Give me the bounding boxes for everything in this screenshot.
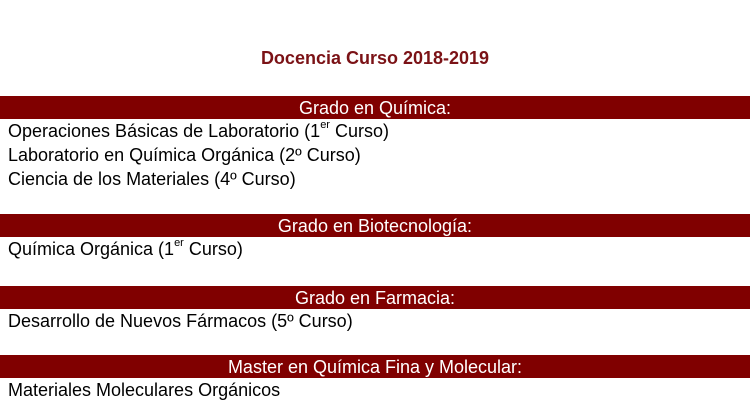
section-heading-grado-farmacia: Grado en Farmacia: [0,286,750,309]
section-heading-grado-quimica: Grado en Química: [0,96,750,119]
course-item: Desarrollo de Nuevos Fármacos (5º Curso) [8,311,353,331]
course-suffix: Curso) [329,121,389,141]
course-item [8,119,389,143]
course-item: Laboratorio en Química Orgánica (2º Curso) [8,145,361,165]
page-title: Docencia Curso 2018-2019 [260,48,490,68]
course-superscript: er [174,237,184,249]
course-name: Operaciones Básicas de Laboratorio (1 [8,121,321,141]
section-heading-grado-biotecnologia: Grado en Biotecnología: [0,214,750,237]
course-item: Ciencia de los Materiales (4º Curso) [8,169,296,189]
section-heading-master-quimica: Master en Química Fina y Molecular: [0,355,750,378]
course-superscript: er [320,119,330,131]
course-item [8,237,243,261]
course-name: Química Orgánica (1 [8,239,175,259]
course-item: Materiales Moleculares Orgánicos [8,380,281,400]
course-suffix: Curso) [183,239,243,259]
